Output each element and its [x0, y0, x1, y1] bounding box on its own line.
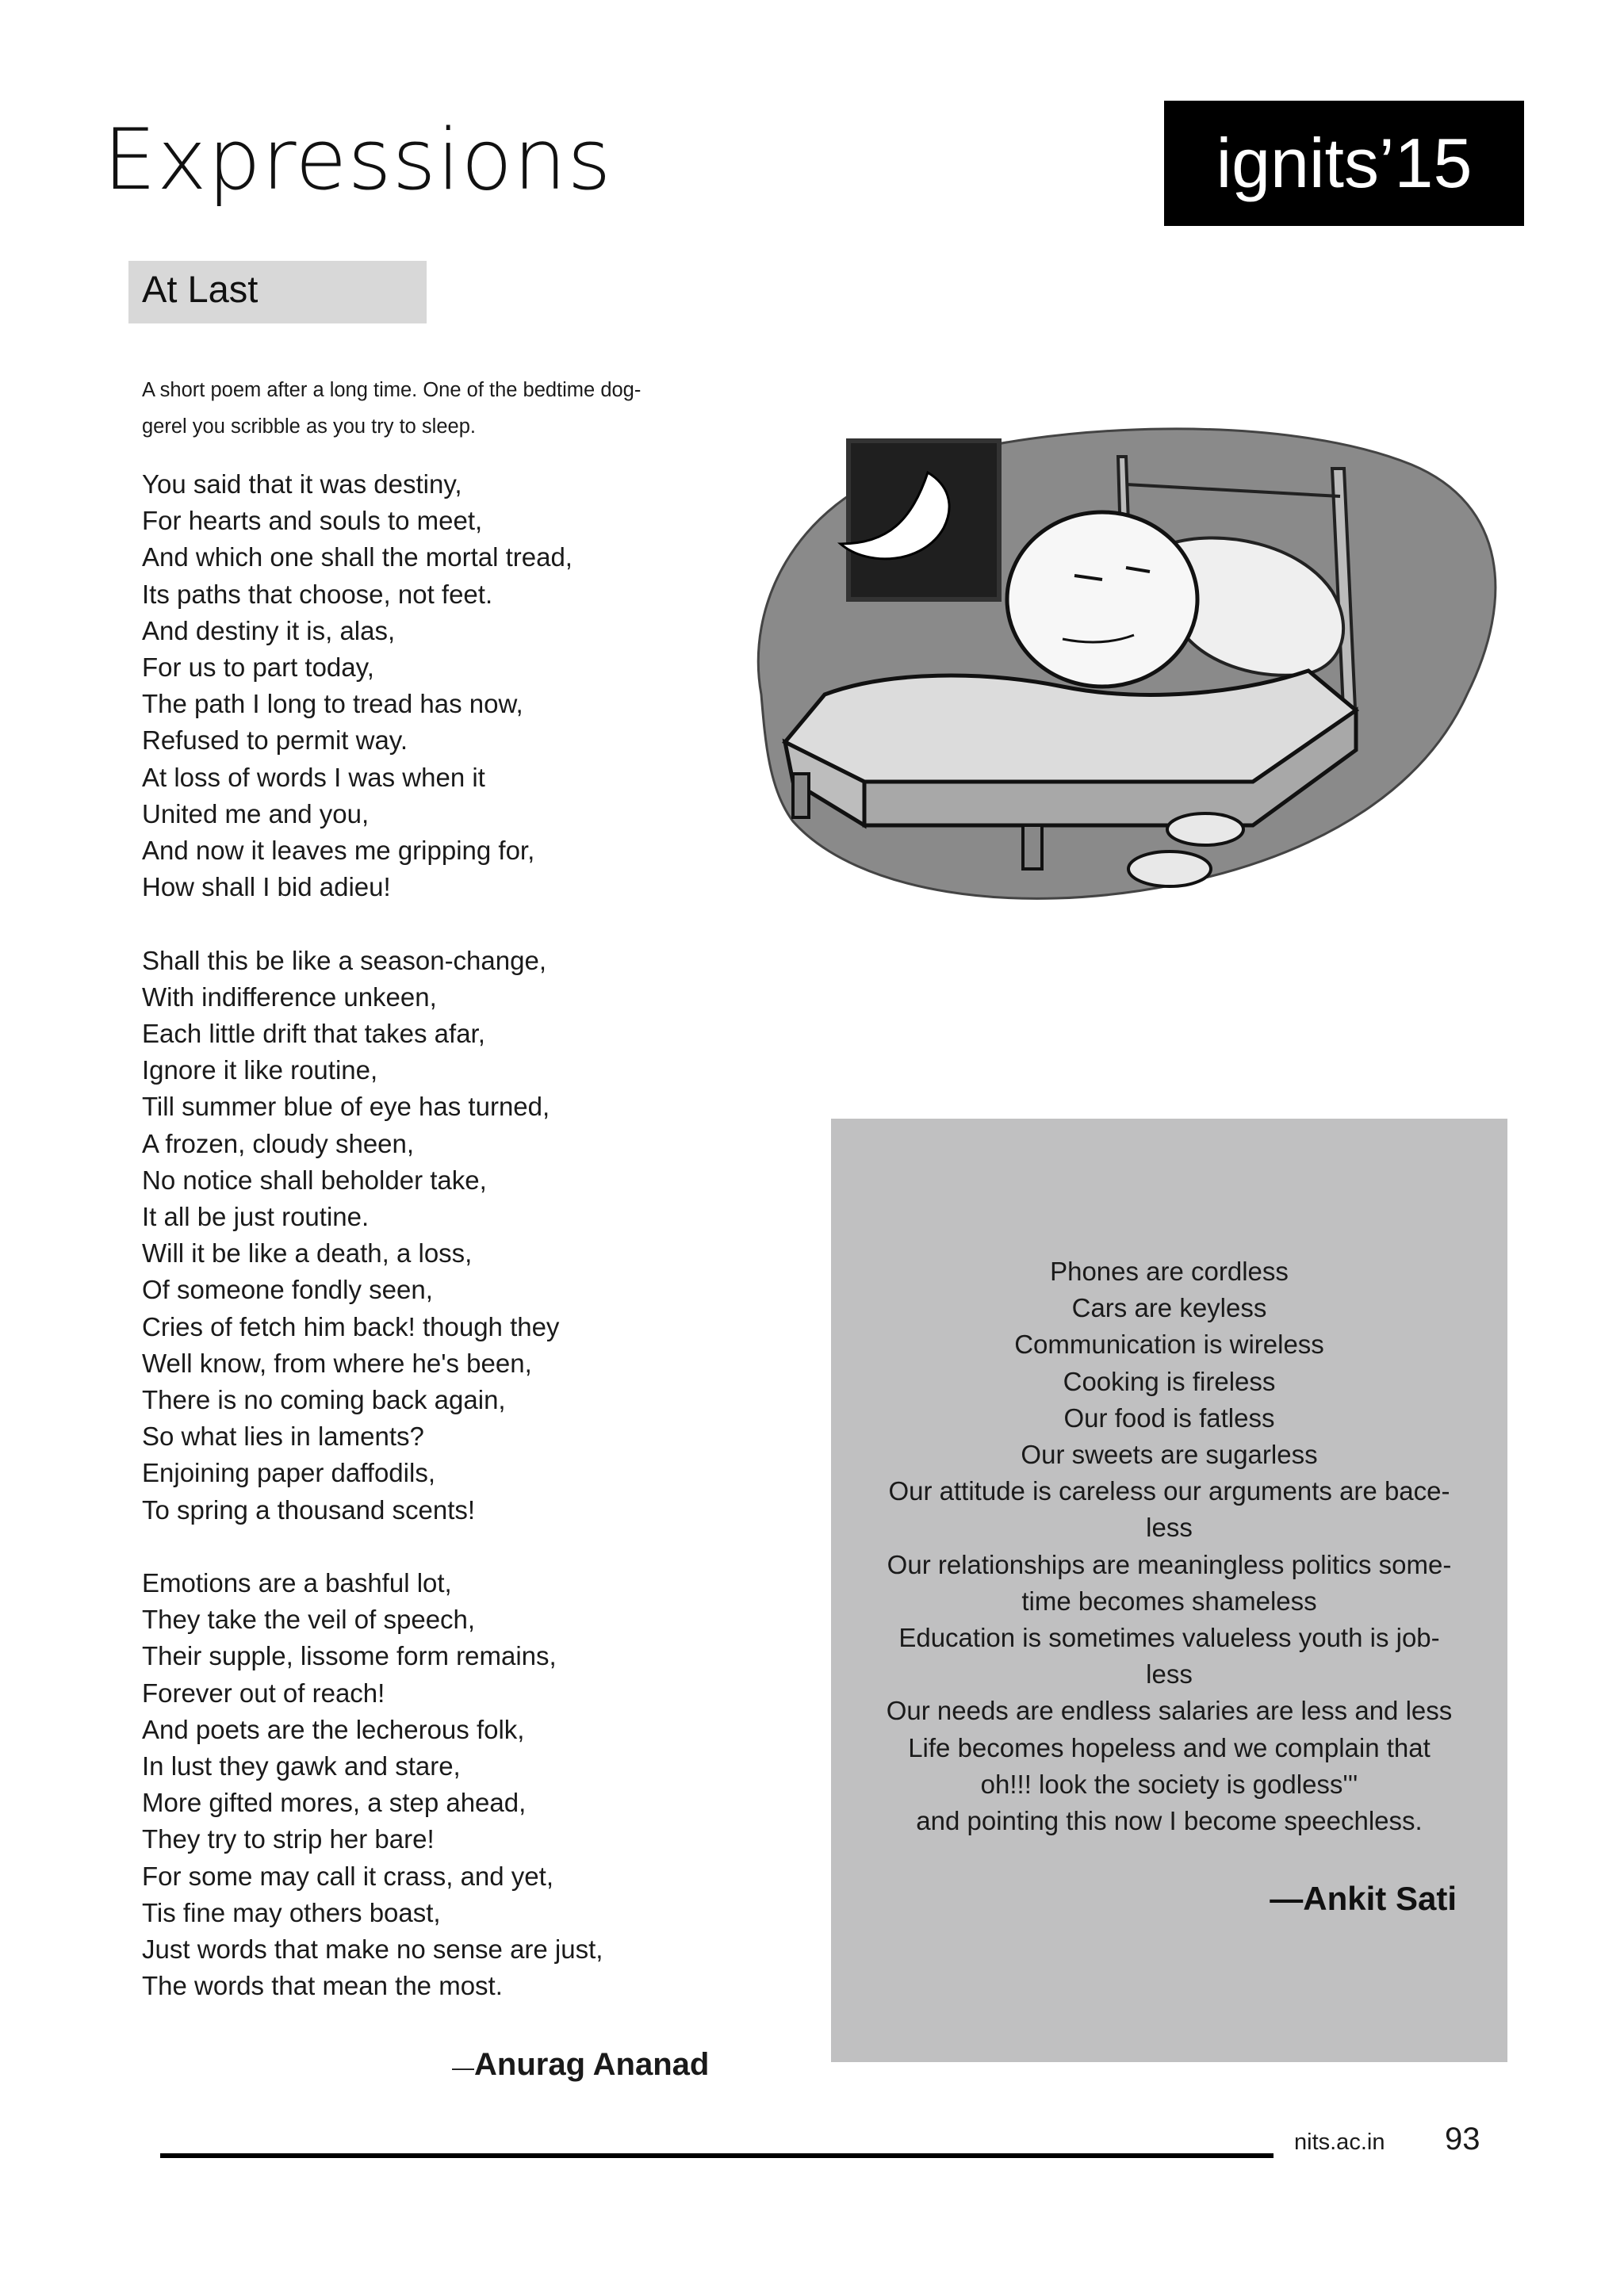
poem-line: A frozen, cloudy sheen, — [142, 1128, 415, 1158]
poem-line: Its paths that choose, not feet. — [142, 579, 493, 609]
sidebar-poem-box — [831, 1119, 1507, 2062]
sidebar-poem-line: Our sweets are sugarless — [1021, 1440, 1318, 1470]
sidebar-poem-line: Cars are keyless — [1071, 1293, 1267, 1323]
section-title: Expressions — [103, 111, 612, 209]
poem-line: More gifted mores, a step ahead, — [142, 1788, 527, 1818]
author-name: Anurag Ananad — [474, 2047, 710, 2082]
page-number: 93 — [1445, 2122, 1480, 2156]
poem-intro — [142, 372, 729, 445]
poem-line: The path I long to tread has now, — [142, 689, 523, 719]
poem-line: Well know, from where he's been, — [142, 1348, 532, 1378]
poem-line: And poets are the lecherous folk, — [142, 1714, 525, 1744]
poem-line: So what lies in laments? — [142, 1422, 424, 1452]
sleeping-child-in-bed-illustration — [730, 409, 1522, 924]
poem-title: At Last — [142, 268, 259, 310]
intro-line: A short poem after a long time. One of the bedtime dog- — [142, 379, 642, 401]
sidebar-poem-line: time becomes shameless — [1021, 1586, 1317, 1616]
poem-line: Tis fine may others boast, — [142, 1897, 441, 1927]
sidebar-poem-author: —Ankit Sati — [1270, 1880, 1457, 1917]
poem-line: How shall I bid adieu! — [142, 872, 391, 902]
poem-line: And now it leaves me gripping for, — [142, 836, 535, 866]
poem-line: Shall this be like a season-change, — [142, 945, 546, 975]
sidebar-poem-line: less — [1146, 1659, 1193, 1689]
sidebar-poem-line: Our relationships are meaningless politics some- — [887, 1549, 1452, 1579]
footer-site: nits.ac.in — [1294, 2130, 1385, 2155]
sidebar-poem-line: Our food is fatless — [1063, 1402, 1275, 1433]
poem-line: For us to part today, — [142, 652, 374, 683]
poem-line: Emotions are a bashful lot, — [142, 1568, 452, 1598]
author-dash: — — [452, 2055, 474, 2080]
poem-line: United me and you, — [142, 798, 370, 828]
poem-line: With indifference unkeen, — [142, 982, 437, 1012]
sidebar-poem-line: oh!!! look the society is godless''' — [980, 1769, 1358, 1799]
poem-line: Just words that make no sense are just, — [142, 1934, 603, 1965]
sidebar-poem-line: Cooking is fireless — [1063, 1366, 1276, 1396]
stanza — [142, 943, 760, 1529]
poem-line: At loss of words I was when it — [142, 762, 485, 792]
footer-rule — [160, 2153, 1274, 2158]
poem-line: And destiny it is, alas, — [142, 615, 396, 645]
stanza — [142, 466, 760, 905]
poem-line: Ignore it like routine, — [142, 1055, 378, 1085]
poem-line: Till summer blue of eye has turned, — [142, 1092, 550, 1122]
sidebar-poem-line: Our attitude is careless our arguments are bace- — [888, 1476, 1450, 1506]
poem-line: Refused to permit way. — [142, 725, 408, 756]
sidebar-poem-line: Our needs are endless salaries are less and less — [886, 1696, 1453, 1726]
poem-line: It all be just routine. — [142, 1202, 370, 1232]
poem-line: Forever out of reach! — [142, 1678, 385, 1708]
poem-line: Their supple, lissome form remains, — [142, 1641, 557, 1671]
sidebar-poem-line: Life becomes hopeless and we complain that — [908, 1732, 1431, 1762]
poem-line: In lust they gawk and stare, — [142, 1751, 461, 1781]
sidebar-poem-line: Education is sometimes valueless youth is job- — [898, 1623, 1440, 1653]
intro-line: gerel you scribble as you try to sleep. — [142, 415, 476, 438]
poem-line: Each little drift that takes afar, — [142, 1019, 485, 1049]
poem-line: They take the veil of speech, — [142, 1605, 476, 1635]
sidebar-poem-line: Communication is wireless — [1014, 1330, 1324, 1360]
sidebar-poem-lines — [831, 1253, 1507, 1839]
poem-body — [142, 466, 760, 2042]
poem-author — [452, 2047, 709, 2083]
poem-line: You said that it was destiny, — [142, 469, 462, 499]
poem-line: To spring a thousand scents! — [142, 1494, 476, 1525]
poem-line: For hearts and souls to meet, — [142, 506, 483, 536]
poem-line: They try to strip her bare! — [142, 1824, 435, 1854]
poem-line: Will it be like a death, a loss, — [142, 1238, 473, 1269]
poem-line: Enjoining paper daffodils, — [142, 1458, 435, 1488]
poem-line: The words that mean the most. — [142, 1971, 503, 2001]
poem-line: Of someone fondly seen, — [142, 1275, 433, 1305]
sidebar-poem-line: Phones are cordless — [1050, 1257, 1289, 1286]
poem-line: Cries of fetch him back! though they — [142, 1311, 560, 1341]
stanza — [142, 1565, 760, 2004]
poem-line: For some may call it crass, and yet, — [142, 1861, 553, 1891]
issue-badge: ignits’15 — [1164, 101, 1524, 226]
poem-line: There is no coming back again, — [142, 1385, 506, 1415]
poem-line: And which one shall the mortal tread, — [142, 542, 573, 572]
poem-line: No notice shall beholder take, — [142, 1165, 487, 1195]
sidebar-poem-line: and pointing this now I become speechless. — [916, 1806, 1423, 1836]
sidebar-poem-line: less — [1146, 1513, 1193, 1543]
